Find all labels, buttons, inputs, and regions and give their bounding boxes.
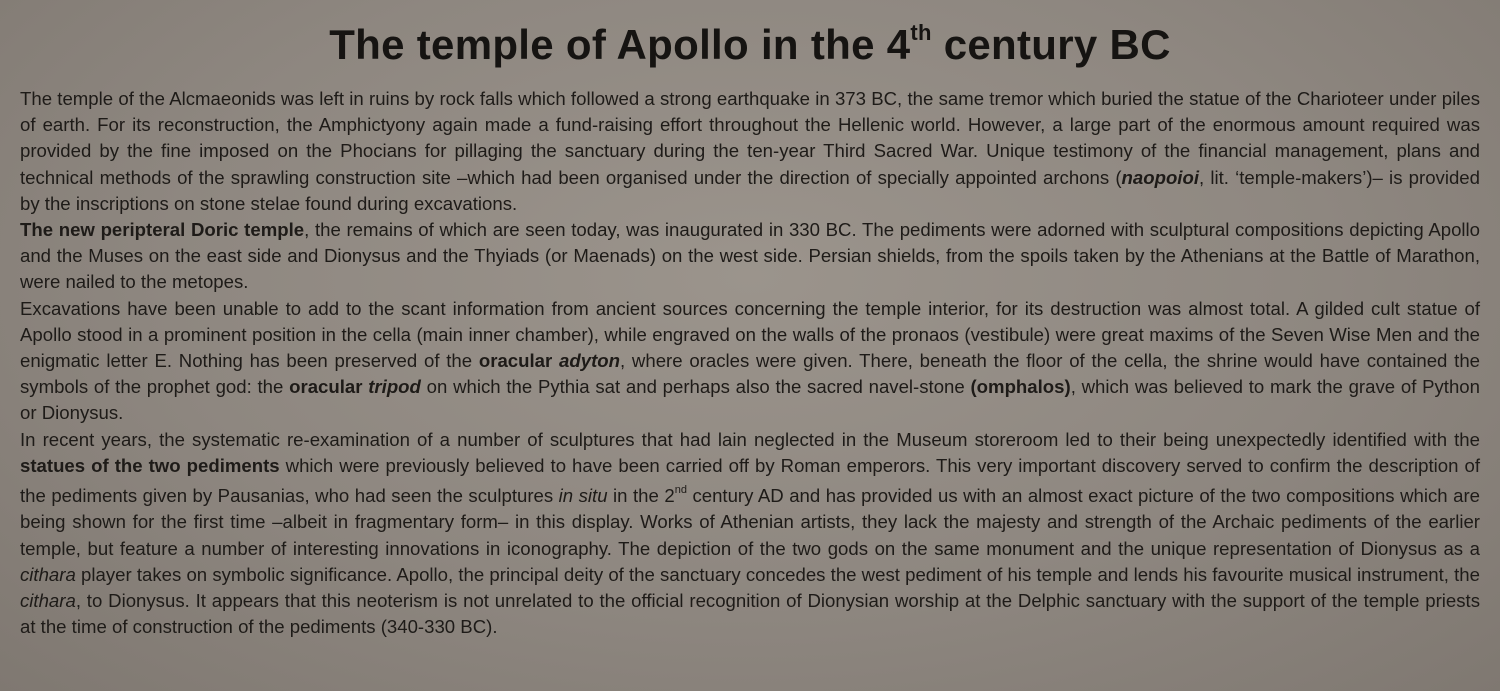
- text-segment: , lit. ‘temple-makers’)– is provided by the inscriptions on stone stelae found during excavations.: [20, 166, 1480, 214]
- text-segment: adyton: [559, 350, 620, 372]
- text-segment: (omphalos): [970, 376, 1071, 398]
- text-segment: century AD and has provided us with an almost exact picture of the two compositions which are being shown for the first time –albeit in fragmentary form– in this display. Works of Athenian artists, they lack the majesty and strength of the Archaic pediments of the earlier temple, but feature a number of interesting innovations in iconography. The depiction of the two gods on the same monument and the unique representation of Dionysus as a: [20, 485, 1480, 559]
- text-segment: nd: [674, 484, 687, 497]
- title-rest: century BC: [931, 21, 1171, 68]
- text-segment: , where oracles were given. There, beneath the floor of the cella, the shrine would have contained the symbols of the prophet god: the: [20, 350, 1480, 398]
- body-paragraph: [20, 427, 1480, 641]
- text-segment: In recent years, the systematic re-examination of a number of sculptures that had lain neglected in the Museum storeroom led to their being unexpectedly identified with the: [20, 428, 1480, 450]
- body-paragraph: [20, 296, 1480, 427]
- text-segment: The new peripteral Doric temple: [20, 219, 305, 241]
- panel-title: [20, 12, 1480, 70]
- text-segment: oracular: [289, 376, 369, 398]
- title-superscript: th: [910, 20, 932, 45]
- text-segment: Excavations have been unable to add to the scant information from ancient sources concerning the temple interior, for its destruction was almost total. A gilded cult statue of Apollo stood in a prominent position in the cella (main inner chamber), while engraved on the walls of the pronaos (vestibule) were great maxims of the Seven Wise Men and the enigmatic letter E. Nothing has been preserved of the: [20, 297, 1480, 372]
- text-segment: in the 2: [607, 485, 675, 507]
- text-segment: on which the Pythia sat and perhaps also the sacred navel-stone: [420, 376, 971, 398]
- body-paragraph: [20, 86, 1480, 217]
- text-segment: naopoioi: [1121, 166, 1199, 188]
- text-segment: tripod: [368, 376, 421, 398]
- text-segment: oracular: [478, 350, 560, 372]
- text-segment: cithara: [20, 590, 76, 612]
- text-segment: player takes on symbolic significance. Apollo, the principal deity of the sanctuary concedes the west pediment of his temple and lends his favourite musical instrument, the: [75, 563, 1480, 585]
- text-segment: , which was believed to mark the grave of Python or Dionysus.: [20, 376, 1480, 424]
- text-segment: in situ: [558, 485, 608, 507]
- text-segment: which were previously believed to have been carried off by Roman emperors. This very important discovery served to confirm the description of the pediments given by Pausanias, who had seen the sculptures: [20, 454, 1480, 507]
- text-segment: The temple of the Alcmaeonids was left in ruins by rock falls which followed a strong earthquake in 373 BC, the same tremor which buried the statue of the Charioteer under piles of earth. For its reconstruction, the Amphictyony again made a fund-raising effort throughout the Hellenic world. However, a large part of the enormous amount required was provided by the fine imposed on the Phocians for pillaging the sanctuary during the ten-year Third Sacred War. Unique testimony of the financial management, plans and technical methods of the sprawling construction site –which had been organised under the direction of specially appointed archons (: [20, 88, 1480, 188]
- text-segment: , to Dionysus. It appears that this neoterism is not unrelated to the official recognition of Dionysian worship at the Delphic sanctuary with the support of the temple priests at the time of construction of the pediments (340-330 BC).: [20, 590, 1480, 638]
- body-paragraph: [20, 217, 1480, 296]
- text-segment: cithara: [20, 563, 76, 585]
- text-segment: statues of the two pediments: [20, 454, 280, 476]
- panel-body-text: [20, 86, 1480, 640]
- text-segment: , the remains of which are seen today, was inaugurated in 330 BC. The pediments were adorned with sculptural compositions depicting Apollo and the Muses on the east side and Dionysus and the Thyiads (or Maenads) on the west side. Persian shields, from the spoils taken by the Athenians at the Battle of Marathon, were nailed to the metopes.: [20, 219, 1481, 293]
- title-main: The temple of Apollo in the 4: [329, 21, 911, 68]
